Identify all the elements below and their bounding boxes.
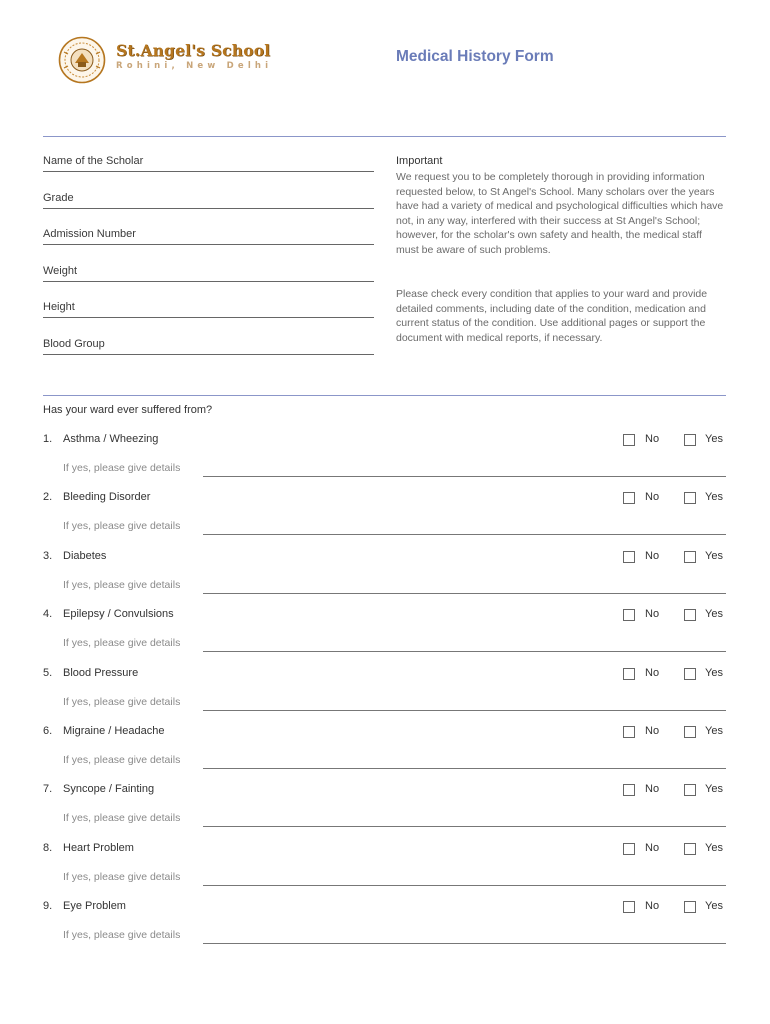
details-field[interactable] [203, 710, 726, 711]
form-title: Medical History Form [396, 48, 554, 65]
height-field[interactable] [43, 317, 374, 318]
scholar-name-field[interactable] [43, 171, 374, 172]
yes-label: Yes [705, 433, 723, 445]
question-number: 9. [43, 900, 53, 912]
school-location: Rohini, New Delhi [116, 61, 273, 71]
weight-field[interactable] [43, 281, 374, 282]
yes-label: Yes [705, 491, 723, 503]
height-label: Height [43, 301, 75, 313]
no-checkbox[interactable] [623, 434, 635, 446]
question-text: Diabetes [63, 550, 107, 562]
question-label [43, 842, 134, 854]
details-field[interactable] [203, 826, 726, 827]
grade-label: Grade [43, 192, 74, 204]
no-label: No [645, 783, 660, 795]
yes-checkbox[interactable] [684, 609, 696, 621]
details-label: If yes, please give details [63, 462, 181, 474]
question-label [43, 667, 138, 679]
question-label [43, 900, 126, 912]
section-divider [43, 395, 726, 396]
no-label: No [645, 900, 660, 912]
details-field[interactable] [203, 593, 726, 594]
admission-number-label: Admission Number [43, 228, 136, 240]
question-label [43, 783, 154, 795]
yes-label: Yes [705, 550, 723, 562]
blood-group-label: Blood Group [43, 338, 105, 350]
yes-label: Yes [705, 667, 723, 679]
question-text: Asthma / Wheezing [63, 433, 159, 445]
yes-checkbox[interactable] [684, 784, 696, 796]
blood-group-field[interactable] [43, 354, 374, 355]
question-text: Blood Pressure [63, 667, 139, 679]
school-seal-icon [58, 36, 106, 84]
question-number: 2. [43, 491, 53, 503]
no-label: No [645, 725, 660, 737]
important-paragraph-2: Please check every condition that applies to your ward and provide detailed comments, including date of the condition, medication and current status of the condition. Use additional pages or support the document with medical reports, if necessary. [396, 288, 708, 344]
question-label [43, 491, 150, 503]
yes-checkbox[interactable] [684, 668, 696, 680]
details-label: If yes, please give details [63, 637, 181, 649]
no-checkbox[interactable] [623, 668, 635, 680]
no-checkbox[interactable] [623, 901, 635, 913]
header-divider [43, 136, 726, 137]
yes-checkbox[interactable] [684, 551, 696, 563]
question-number: 5. [43, 667, 53, 679]
question-number: 3. [43, 550, 53, 562]
question-text: Eye Problem [63, 900, 126, 912]
no-checkbox[interactable] [623, 726, 635, 738]
question-text: Syncope / Fainting [63, 783, 155, 795]
no-label: No [645, 608, 660, 620]
scholar-name-label: Name of the Scholar [43, 155, 144, 167]
no-label: No [645, 491, 660, 503]
question-text: Migraine / Headache [63, 725, 165, 737]
details-field[interactable] [203, 534, 726, 535]
no-label: No [645, 550, 660, 562]
question-text: Bleeding Disorder [63, 491, 151, 503]
school-name: St.Angel's School [116, 41, 271, 60]
question-number: 6. [43, 725, 53, 737]
yes-label: Yes [705, 842, 723, 854]
details-field[interactable] [203, 476, 726, 477]
yes-label: Yes [705, 900, 723, 912]
no-checkbox[interactable] [623, 784, 635, 796]
yes-checkbox[interactable] [684, 434, 696, 446]
details-field[interactable] [203, 651, 726, 652]
details-label: If yes, please give details [63, 579, 181, 591]
grade-field[interactable] [43, 208, 374, 209]
question-label [43, 550, 106, 562]
no-label: No [645, 433, 660, 445]
school-logo [58, 36, 273, 84]
question-label [43, 725, 165, 737]
question-number: 1. [43, 433, 53, 445]
yes-checkbox[interactable] [684, 901, 696, 913]
weight-label: Weight [43, 265, 78, 277]
details-label: If yes, please give details [63, 696, 181, 708]
question-text: Heart Problem [63, 842, 134, 854]
no-checkbox[interactable] [623, 609, 635, 621]
admission-number-field[interactable] [43, 244, 374, 245]
no-checkbox[interactable] [623, 492, 635, 504]
question-number: 8. [43, 842, 53, 854]
question-text: Epilepsy / Convulsions [63, 608, 174, 620]
important-heading: Important [396, 155, 443, 167]
details-label: If yes, please give details [63, 871, 181, 883]
details-field[interactable] [203, 943, 726, 944]
question-label [43, 433, 158, 445]
yes-checkbox[interactable] [684, 492, 696, 504]
no-label: No [645, 667, 660, 679]
details-label: If yes, please give details [63, 812, 181, 824]
details-label: If yes, please give details [63, 520, 181, 532]
details-field[interactable] [203, 768, 726, 769]
details-label: If yes, please give details [63, 754, 181, 766]
yes-label: Yes [705, 608, 723, 620]
details-field[interactable] [203, 885, 726, 886]
question-label [43, 608, 174, 620]
questions-heading: Has your ward ever suffered from? [43, 404, 213, 416]
details-label: If yes, please give details [63, 929, 181, 941]
yes-checkbox[interactable] [684, 726, 696, 738]
important-paragraph-1: We request you to be completely thorough in providing information requested below, to St Angel's School. Many scholars over the years have had a variety of medical and psychological difficulties which have not, in any way, interfered with their success at St Angel's School; however, for the scholar's own safety and health, the medical staff must be aware of such problems. [396, 171, 724, 256]
no-checkbox[interactable] [623, 843, 635, 855]
question-number: 7. [43, 783, 53, 795]
yes-label: Yes [705, 783, 723, 795]
no-checkbox[interactable] [623, 551, 635, 563]
yes-label: Yes [705, 725, 723, 737]
yes-checkbox[interactable] [684, 843, 696, 855]
no-label: No [645, 842, 660, 854]
question-number: 4. [43, 608, 53, 620]
